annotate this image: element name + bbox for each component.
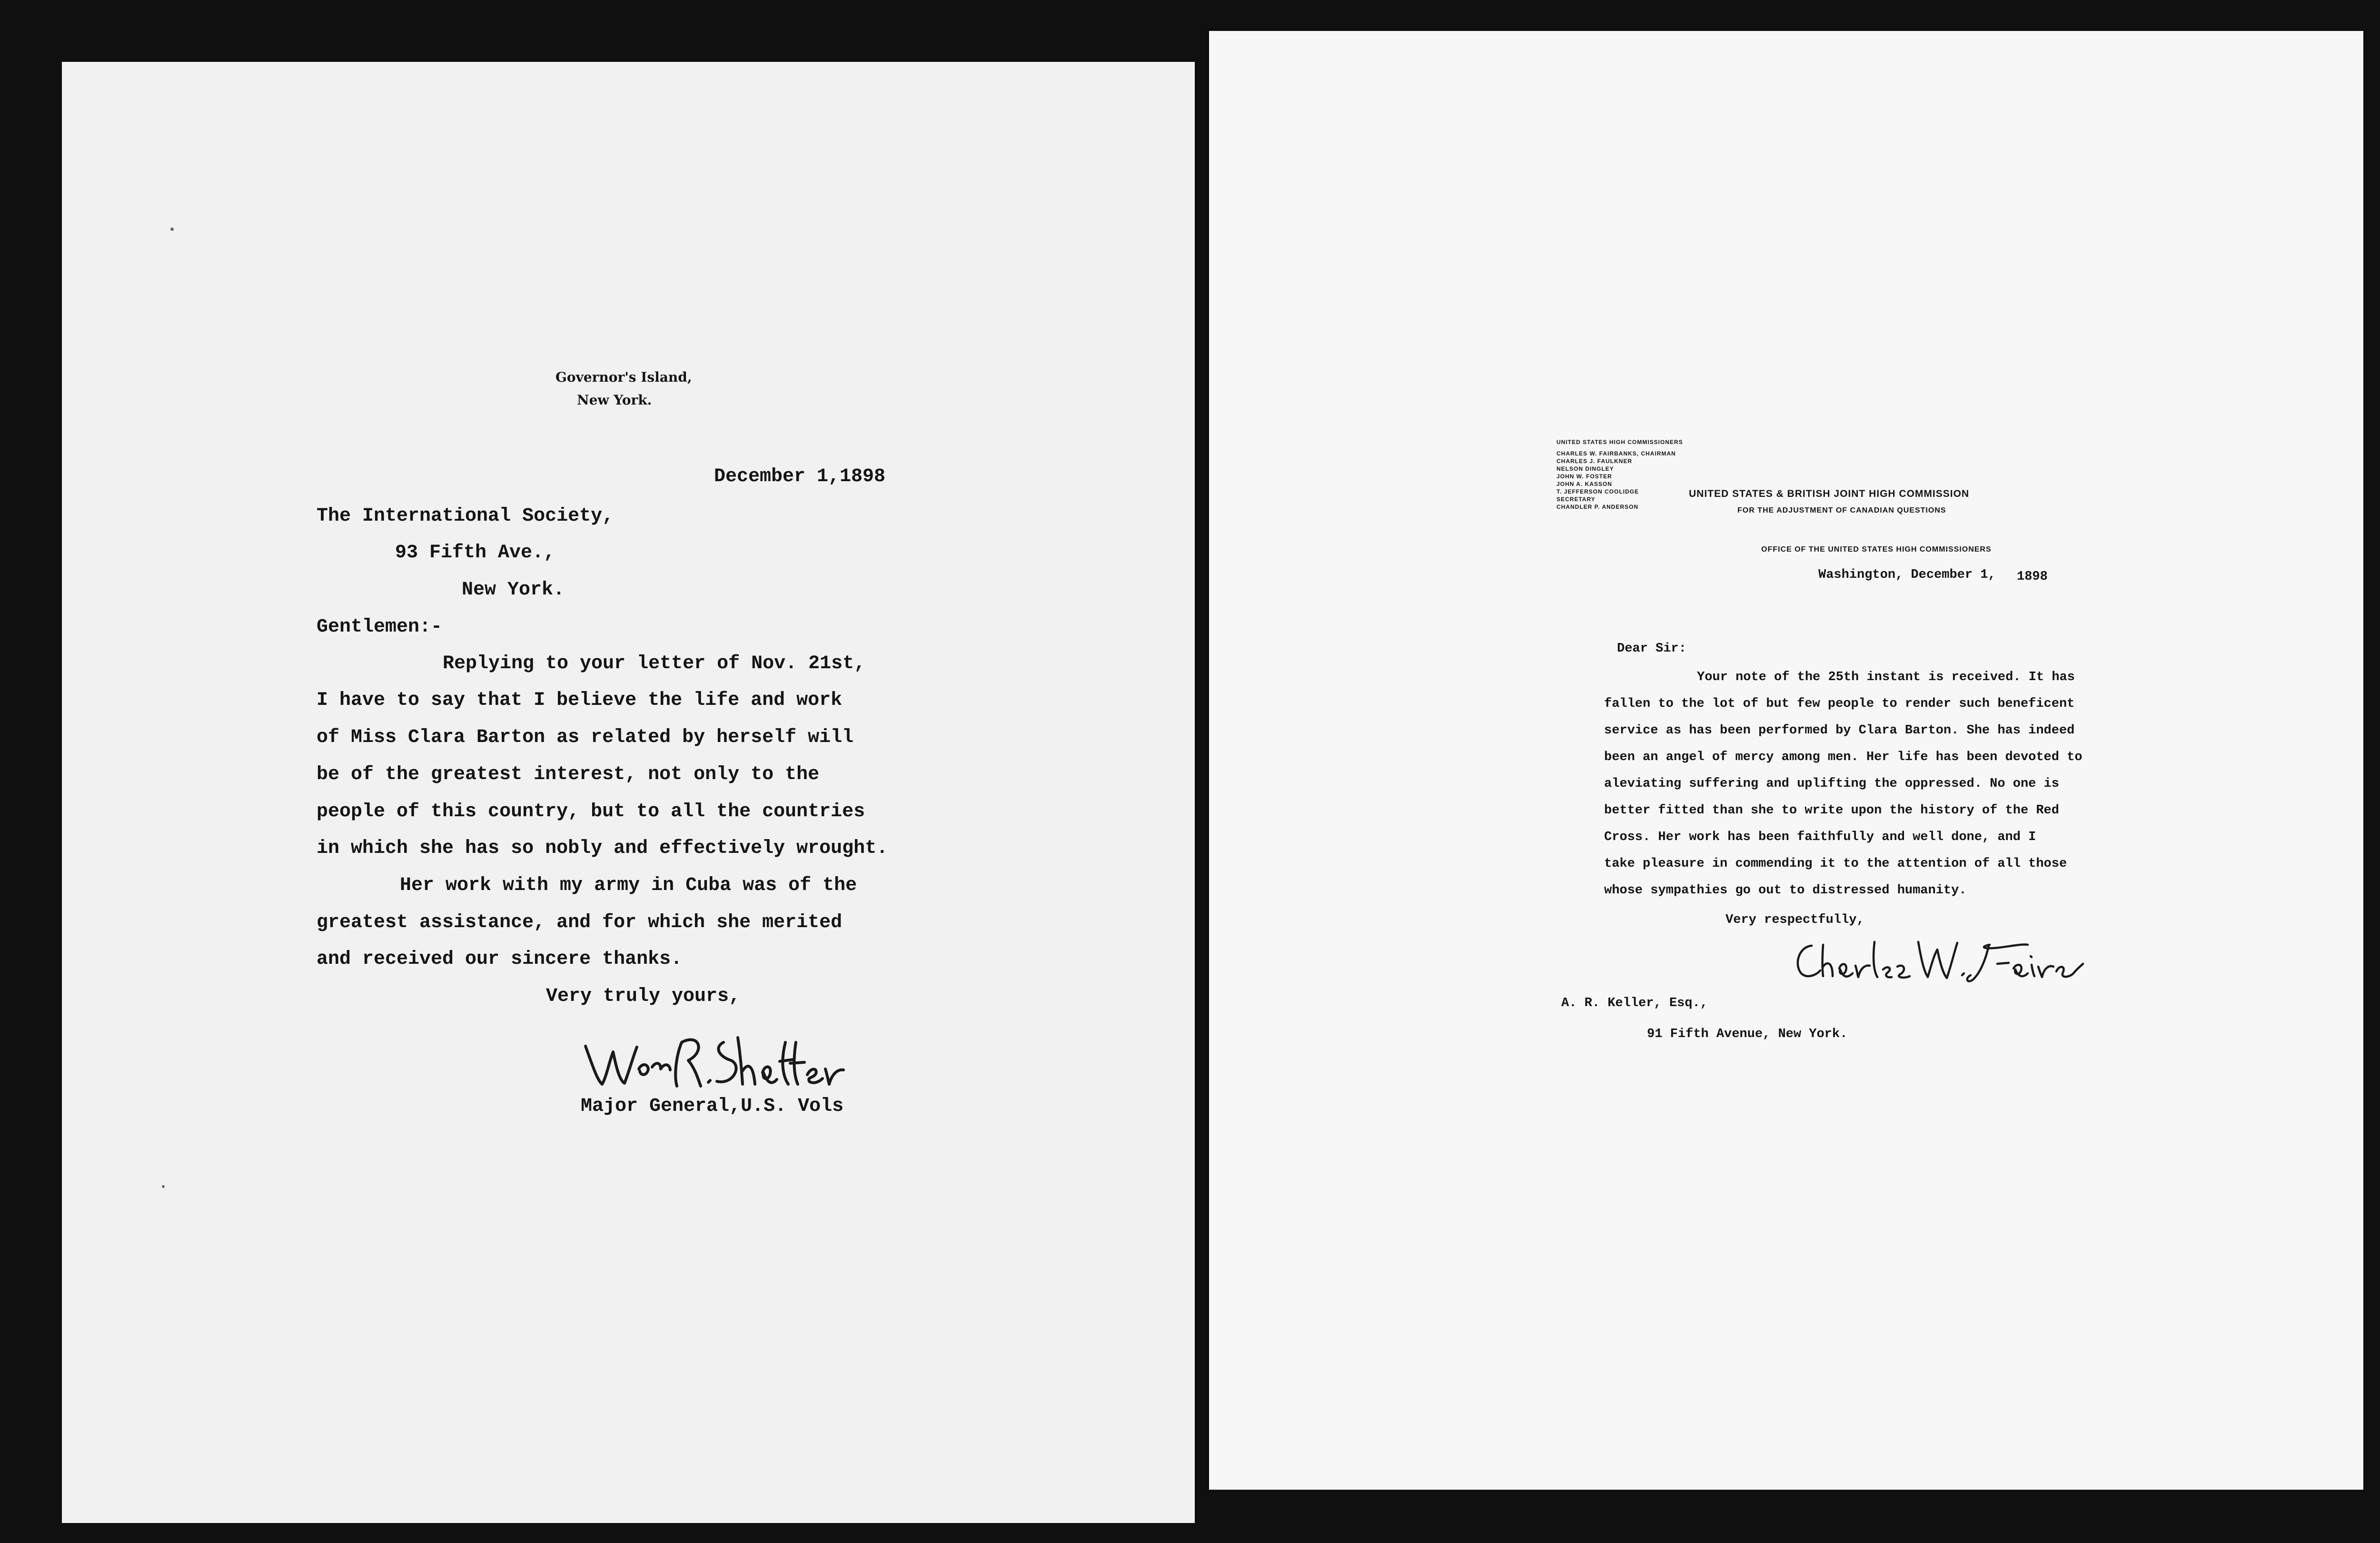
body-line: Your note of the 25th instant is received. It has — [1697, 670, 2075, 684]
handwritten-signature — [1790, 935, 2085, 988]
handwritten-signature — [581, 1023, 847, 1095]
salutation: Gentlemen:- — [317, 616, 443, 638]
body-line: service as has been performed by Clara Barton. She has indeed — [1604, 723, 2075, 738]
commissioner-name: JOHN W. FOSTER — [1557, 473, 1612, 480]
salutation: Dear Sir: — [1617, 642, 1686, 656]
addressee-name: A. R. Keller, Esq., — [1561, 996, 1708, 1010]
commissioner-name: CHARLES J. FAULKNER — [1557, 458, 1633, 465]
body-line: of Miss Clara Barton as related by herself will — [317, 727, 854, 748]
commissioner-name: JOHN A. KASSON — [1557, 481, 1612, 487]
body-line: Replying to your letter of Nov. 21st, — [443, 653, 866, 674]
letterhead-commissioners-heading: UNITED STATES HIGH COMMISSIONERS — [1557, 439, 1683, 445]
body-line: been an angel of mercy among men. Her life has been devoted to — [1604, 750, 2082, 764]
body-line: aleviating suffering and uplifting the oppressed. No one is — [1604, 777, 2059, 791]
letter-dateline: Washington, December 1, — [1818, 568, 1996, 582]
body-line: I have to say that I believe the life and work — [317, 690, 843, 711]
body-line: take pleasure in commending it to the attention of all those — [1604, 857, 2067, 871]
recipient-city: New York. — [462, 579, 565, 601]
body-line: whose sympathies go out to distressed humanity. — [1604, 883, 1967, 898]
closing: Very respectfully, — [1726, 913, 1864, 927]
letter-year: 1898 — [2017, 570, 2048, 584]
letterhead-purpose: FOR THE ADJUSTMENT OF CANADIAN QUESTIONS — [1737, 506, 1946, 514]
body-line: in which she has so nobly and effectively wrought. — [317, 838, 888, 859]
body-line: Cross. Her work has been faithfully and well done, and I — [1604, 830, 2036, 844]
body-line: be of the greatest interest, not only to the — [317, 764, 820, 785]
paper-speck — [170, 227, 174, 231]
letter-left-sheet — [62, 62, 1195, 1523]
addressee-address: 91 Fifth Avenue, New York. — [1647, 1027, 1848, 1041]
recipient-street: 93 Fifth Ave., — [395, 542, 555, 564]
signatory-title: Major General,U.S. Vols — [581, 1096, 844, 1117]
letterhead-commission: UNITED STATES & BRITISH JOINT HIGH COMMISSION — [1689, 488, 1970, 499]
body-line: Her work with my army in Cuba was of the — [400, 875, 857, 896]
commissioner-name: T. JEFFERSON COOLIDGE — [1557, 488, 1639, 495]
body-line: fallen to the lot of but few people to render such beneficent — [1604, 697, 2075, 711]
closing: Very truly yours, — [546, 986, 741, 1007]
letter-date: December 1,1898 — [714, 466, 886, 487]
body-line: greatest assistance, and for which she merited — [317, 912, 843, 933]
letterhead-office: OFFICE OF THE UNITED STATES HIGH COMMISSIONERS — [1761, 545, 1992, 554]
paper-speck — [162, 1185, 165, 1188]
commissioner-name: CHARLES W. FAIRBANKS, CHAIRMAN — [1557, 450, 1676, 457]
body-line: better fitted than she to write upon the history of the Red — [1604, 803, 2059, 818]
letterhead-line-1: Governor's Island, — [555, 369, 692, 385]
secretary-name: CHANDLER P. ANDERSON — [1557, 504, 1639, 510]
letterhead-line-2: New York. — [577, 392, 652, 408]
letter-right-sheet — [1209, 31, 2363, 1490]
secretary-label: SECRETARY — [1557, 496, 1596, 503]
commissioner-name: NELSON DINGLEY — [1557, 465, 1614, 472]
body-line: and received our sincere thanks. — [317, 949, 683, 970]
body-line: people of this country, but to all the countries — [317, 801, 865, 822]
recipient-name: The International Society, — [317, 505, 614, 527]
